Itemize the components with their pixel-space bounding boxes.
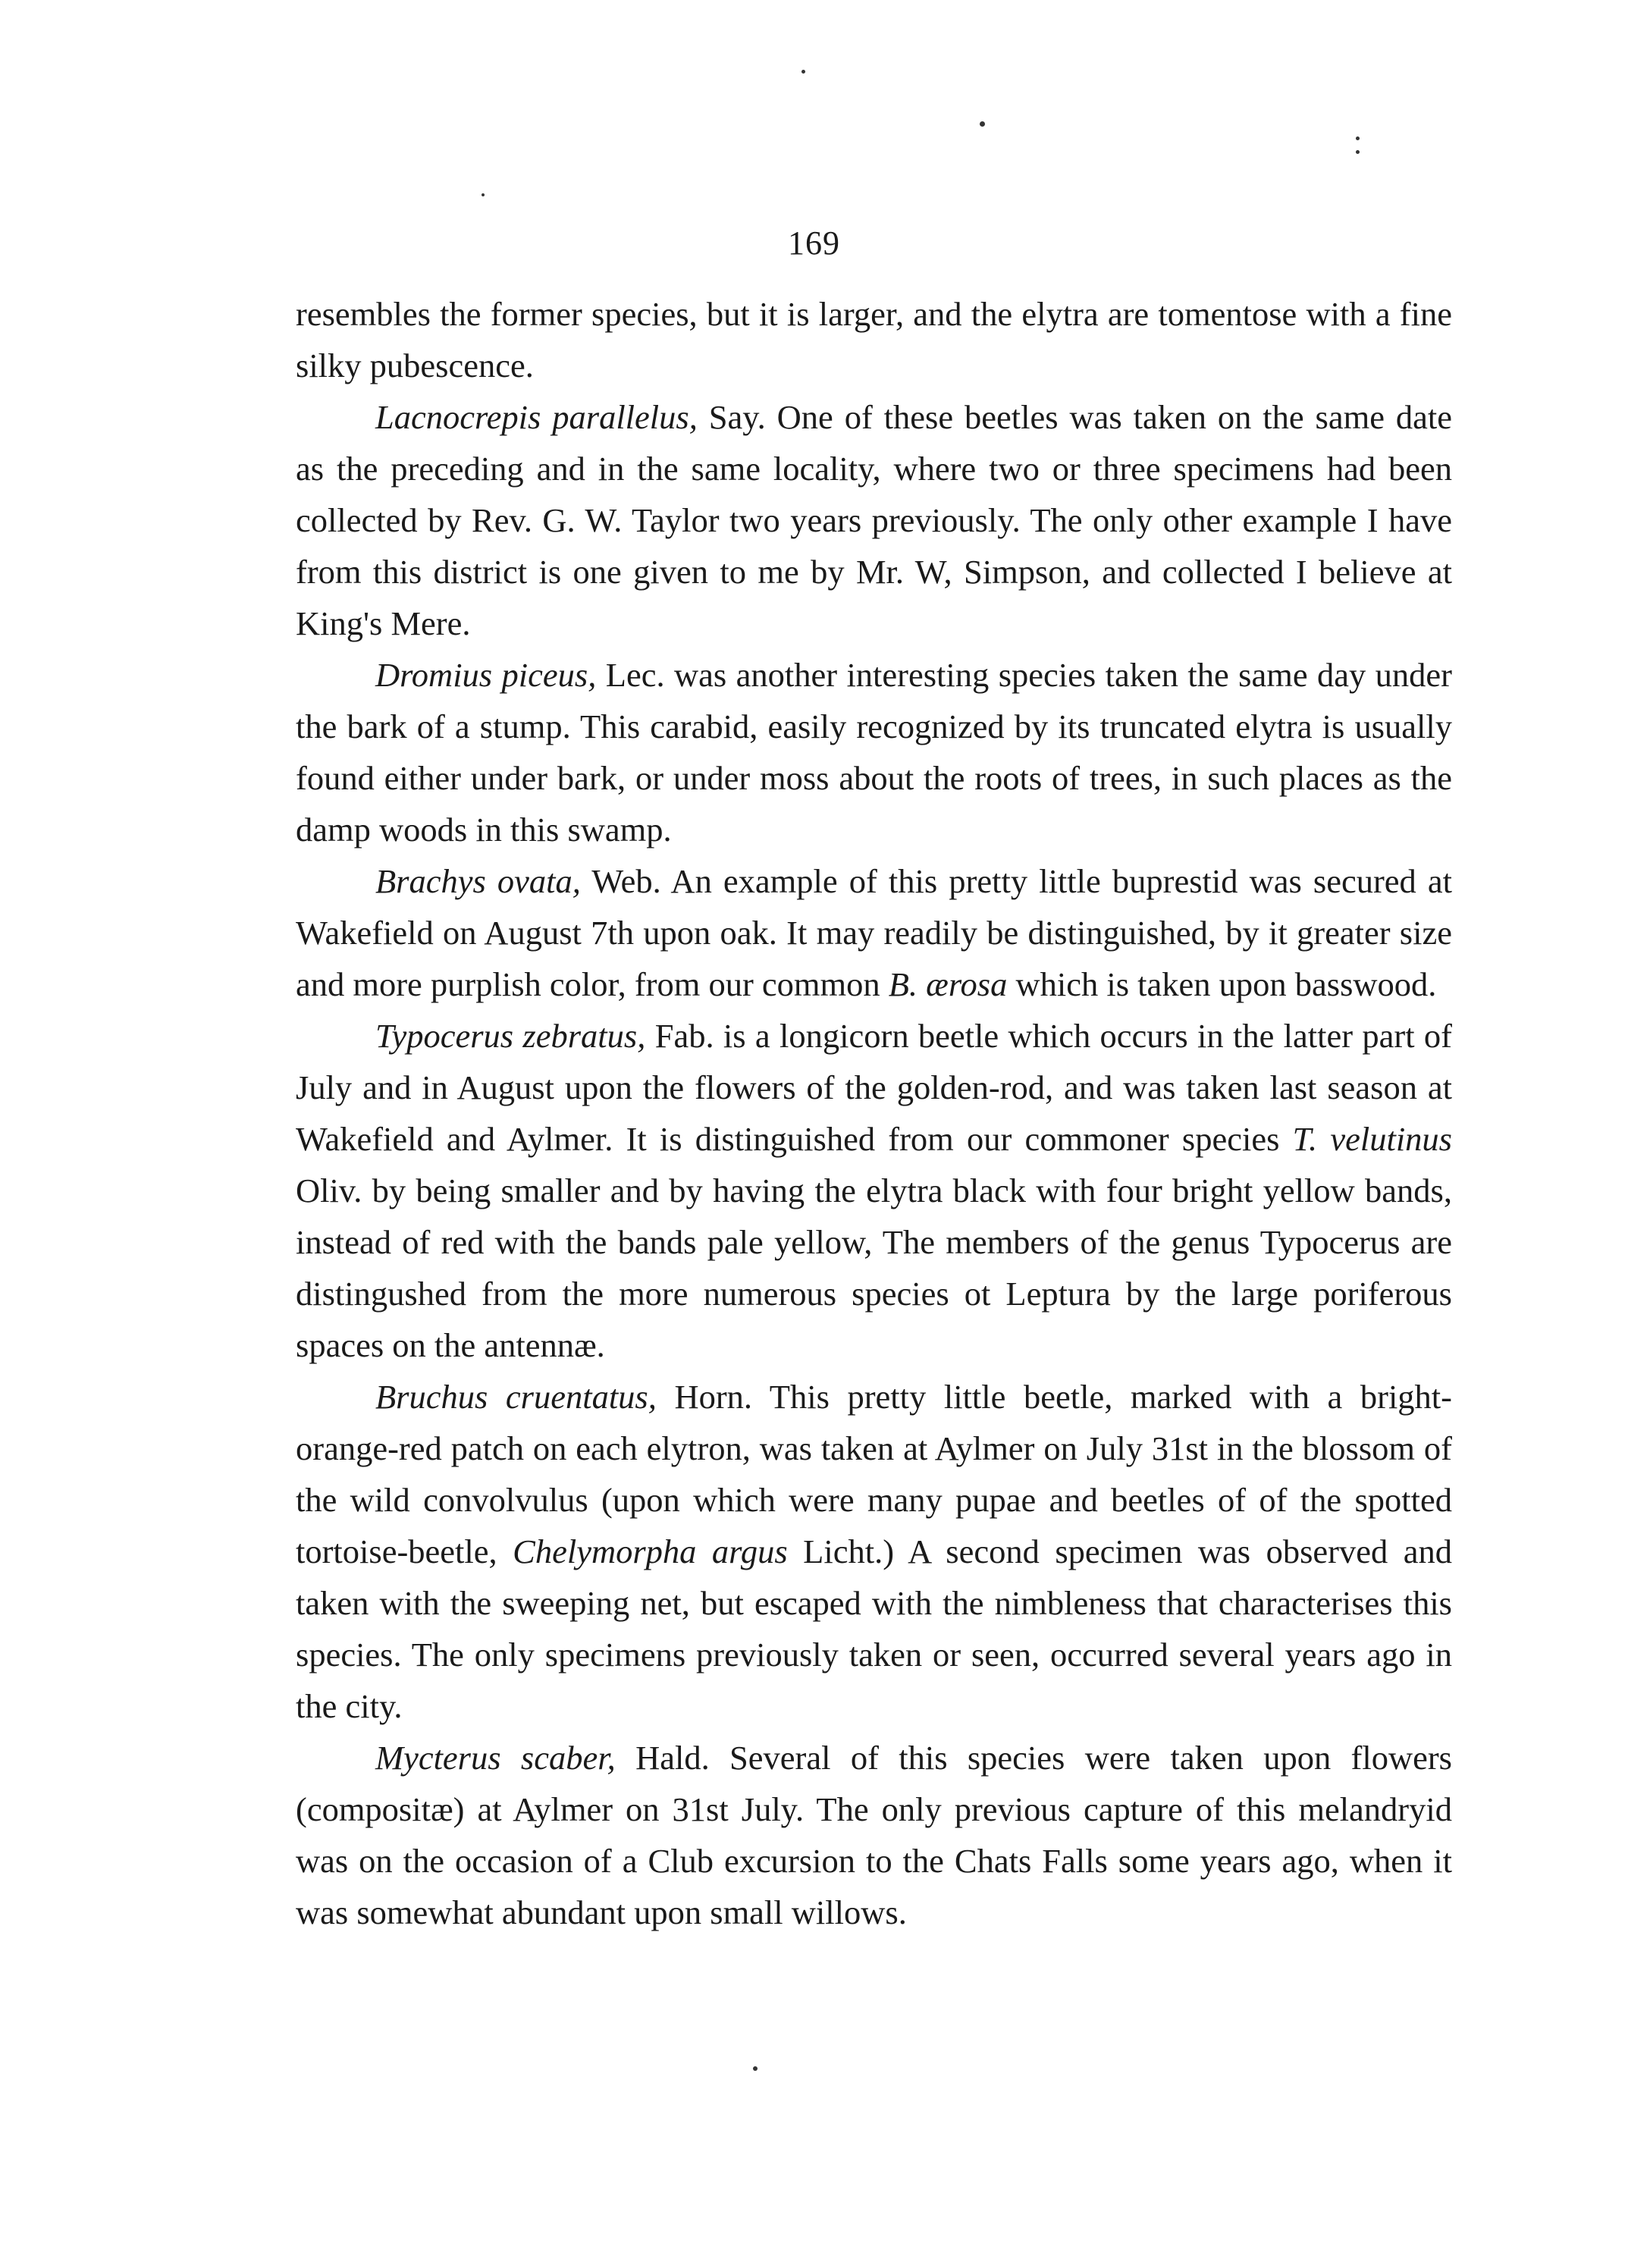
species-name: Lacnocrepis parallelus, <box>375 398 698 436</box>
text-run: Oliv. by being smaller and by having the elytra black with four bright yellow bands, instead of red with the bands pale yellow, The members of the genus Typocerus are distingushed from the more numerous species ot Leptura by the large poriferous spaces on the antennæ. <box>296 1172 1452 1364</box>
paragraph-continuation <box>296 288 1452 391</box>
body-text <box>296 288 1452 1938</box>
scan-speck <box>1356 150 1360 154</box>
scan-speck <box>753 2066 758 2071</box>
species-name: Typocerus zebratus, <box>375 1017 646 1055</box>
page-number: 169 <box>788 224 840 262</box>
species-name: T. velutinus <box>1292 1120 1452 1158</box>
text-run: Horn. This pretty little beetle, marked with a bright-orange-red patch on each elytron, was taken at Aylmer on July 31st in the blossom of the wild convolvulus (upon which were many pupae and beetles of of the spotted tortoise-beetle, <box>296 1378 1452 1570</box>
paragraph-bruchus <box>296 1371 1452 1732</box>
scan-speck <box>1356 136 1360 140</box>
paragraph-mycterus <box>296 1732 1452 1938</box>
paragraph-typocerus <box>296 1010 1452 1371</box>
text-run: Say. One of these beetles was taken on the same date as the preceding and in the same locality, where two or three specimens had been collected by Rev. G. W. Taylor two years previously. The only other example I have from this district is one given to me by Mr. W, Simpson, and collected I believe at King's Mere. <box>296 398 1452 642</box>
scan-speck <box>481 193 485 196</box>
text-run: Licht.) A second specimen was observed and taken with the sweeping net, but escaped with the nimbleness that characterises this species. The only specimens previously taken or seen, occurred several years ago in the city. <box>296 1532 1453 1725</box>
paragraph-dromius <box>296 649 1452 855</box>
text-run: Lec. was another interesting species taken the same day under the bark of a stump. This carabid, easily recognized by its truncated elytra is usually found either under bark, or under moss about the roots of trees, in such places as the damp woods in this swamp. <box>296 656 1452 849</box>
species-name: Chelymorpha argus <box>513 1532 788 1570</box>
text-run: Hald. Several of this species were taken upon flowers (compositæ) at Aylmer on 31st July. The only previous capture of this melandryid was on the occasion of a Club excursion to the Chats Falls some years ago, when it was somewhat abundant upon small willows. <box>296 1739 1452 1931</box>
scan-speck <box>801 70 805 74</box>
species-name: Brachys ovata, <box>375 862 581 900</box>
species-name: B. ærosa <box>888 965 1008 1003</box>
text-run: resembles the former species, but it is larger, and the elytra are tomentose with a fine silky pubescence. <box>296 295 1452 384</box>
text-run: which is taken upon basswood. <box>1007 965 1437 1003</box>
species-name: Bruchus cruentatus, <box>375 1378 657 1416</box>
scan-speck <box>980 121 985 127</box>
text-run: Fab. is a longicorn beetle which occurs in the latter part of July and in August upon the flowers of the golden-rod, and was taken last season at Wakefield and Aylmer. It is distinguished from our commoner species <box>296 1017 1453 1158</box>
species-name: Dromius piceus, <box>375 656 597 694</box>
paragraph-lacnocrepis <box>296 391 1452 649</box>
text-run: Web. An example of this pretty little buprestid was secured at Wakefield on August 7th upon oak. It may readily be distinguished, by it greater size and more purplish color, from our common <box>296 862 1453 1003</box>
paragraph-brachys <box>296 855 1452 1010</box>
species-name: Mycterus scaber, <box>375 1739 616 1777</box>
